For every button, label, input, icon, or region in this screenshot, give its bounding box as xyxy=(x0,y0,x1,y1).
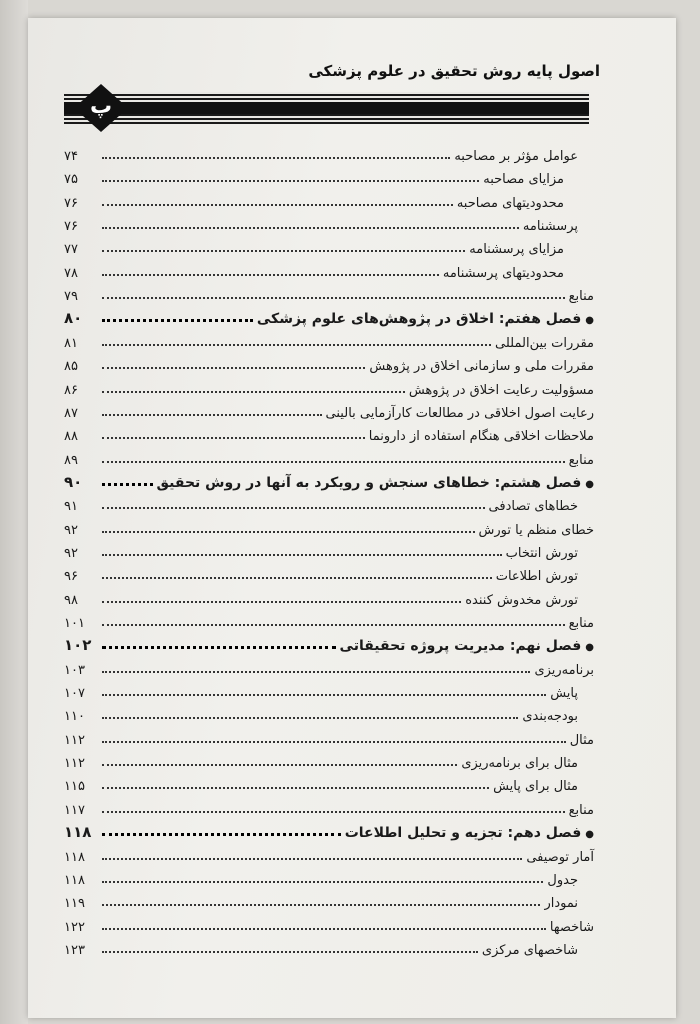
dot-leader xyxy=(102,391,405,393)
toc-page-number: ۱۰۲ xyxy=(64,636,92,655)
toc-chapter-row xyxy=(64,815,594,841)
toc-row xyxy=(64,909,594,935)
dot-leader xyxy=(102,227,519,229)
toc-page-number: ۷۵ xyxy=(64,172,78,188)
toc-row xyxy=(64,535,594,561)
toc-entry-text: جدول xyxy=(547,872,578,888)
dot-leader xyxy=(102,787,489,789)
toc-page-number: ۱۱۵ xyxy=(64,779,85,795)
bullet-icon: ● xyxy=(585,315,594,327)
toc-row xyxy=(64,675,594,701)
toc-row xyxy=(64,932,594,958)
toc-row xyxy=(64,418,594,444)
running-title: اصول پایه روش تحقیق در علوم پزشکی xyxy=(308,62,600,80)
dot-leader xyxy=(102,250,465,252)
toc-page-number: ۹۶ xyxy=(64,569,78,585)
toc-chapter-row xyxy=(64,465,594,491)
toc-page-number: ۷۴ xyxy=(64,149,78,164)
toc-entry-text: تورش مخدوش کننده xyxy=(465,592,578,608)
dot-leader xyxy=(102,858,522,860)
toc-page-number: ۹۸ xyxy=(64,592,78,608)
toc-page-number: ۱۱۹ xyxy=(64,896,85,912)
dot-leader xyxy=(102,437,365,439)
toc-page-number: ۹۱ xyxy=(64,499,78,515)
toc-entry-text: فصل نهم: مدیریت پروژه تحقیقاتی xyxy=(339,638,582,655)
toc-entry-text: پرسشنامه xyxy=(522,219,578,235)
toc-page-number: ۱۱۰ xyxy=(64,709,85,725)
toc-page-number: ۹۲ xyxy=(64,522,78,538)
toc-entry-text: رعایت اصول اخلاقی در مطالعات کارآزمایی بالینی xyxy=(325,405,594,421)
dot-leader xyxy=(102,319,253,322)
toc-page-number: ۸۱ xyxy=(64,335,78,351)
toc-row xyxy=(64,208,594,234)
dot-leader xyxy=(102,601,461,603)
header-rule-band xyxy=(64,102,589,114)
toc-chapter-row xyxy=(64,301,594,327)
dot-leader xyxy=(102,180,479,182)
toc-page-number: ۱۰۷ xyxy=(64,686,85,702)
toc-page-number: ۸۷ xyxy=(64,405,78,421)
toc-entry-text: نمودار xyxy=(544,896,578,912)
toc-entry-text: مسؤولیت رعایت اخلاق در پژوهش xyxy=(408,382,594,398)
toc-row xyxy=(64,255,594,281)
toc-page-number: ۱۱۲ xyxy=(64,732,85,748)
toc-row xyxy=(64,185,594,211)
dot-leader xyxy=(102,367,365,369)
dot-leader xyxy=(102,928,546,930)
bullet-icon: ● xyxy=(585,829,594,841)
toc-entry-text: برنامه‌ریزی xyxy=(534,662,594,678)
toc-page-number: ۱۲۲ xyxy=(64,919,85,935)
toc-entry-text: محدودیتهای مصاحبه xyxy=(456,195,564,211)
header-rule-bar xyxy=(64,90,589,126)
toc-chapter-row xyxy=(64,628,594,654)
dot-leader xyxy=(102,811,565,813)
toc-entry-text: شاخصهای مرکزی xyxy=(481,942,578,958)
toc-entry-text: مقررات ملی و سازمانی اخلاق در پژوهش xyxy=(369,359,594,375)
dot-leader xyxy=(102,507,485,509)
dot-leader xyxy=(102,531,475,533)
toc-row xyxy=(64,161,594,187)
toc-page-number: ۷۶ xyxy=(64,195,78,211)
dot-leader xyxy=(102,717,518,719)
toc-entry-text: خطای منظم یا تورش xyxy=(478,522,594,538)
book-spine-shadow xyxy=(0,0,28,1024)
toc-row xyxy=(64,488,594,514)
dot-leader xyxy=(102,764,457,766)
dot-leader xyxy=(102,554,502,556)
toc-page-number: ۷۹ xyxy=(64,289,78,305)
dot-leader xyxy=(102,741,566,743)
toc-entry-text: مزایای پرسشنامه xyxy=(469,242,564,258)
toc-row xyxy=(64,722,594,748)
toc-entry-text: محدودیتهای پرسشنامه xyxy=(442,265,564,281)
toc-entry-text: منابع xyxy=(568,452,594,468)
toc-page-number: ۸۵ xyxy=(64,359,78,375)
toc-page-number: ۷۶ xyxy=(64,219,78,235)
toc-row xyxy=(64,652,594,678)
toc-entry-text: منابع xyxy=(568,289,594,305)
toc-entry-text: عوامل مؤثر بر مصاحبه xyxy=(454,149,578,164)
toc-row xyxy=(64,278,594,304)
dot-leader xyxy=(102,671,530,673)
dot-leader xyxy=(102,881,543,883)
dot-leader xyxy=(102,414,322,416)
toc-row xyxy=(64,348,594,374)
toc-entry-text: آمار توصیفی xyxy=(526,849,594,865)
toc-row xyxy=(64,839,594,865)
dot-leader xyxy=(102,904,540,906)
dot-leader xyxy=(102,624,565,626)
toc-entry-text: مقررات بین‌المللی xyxy=(495,335,594,351)
toc-page-number: ۹۲ xyxy=(64,545,78,561)
page-letter-badge xyxy=(74,84,128,132)
toc-entry-text: فصل هفتم: اخلاق در پژوهش‌های علوم پزشکی xyxy=(256,311,582,328)
toc-entry-text: فصل هشتم: خطاهای سنجش و رویکرد به آنها در روش تحقیق xyxy=(156,474,582,491)
toc-entry-text: مثال برای پایش xyxy=(493,779,578,795)
dot-leader xyxy=(102,297,565,299)
toc-row xyxy=(64,745,594,771)
toc-page-number: ۱۱۸ xyxy=(64,823,92,842)
toc-row xyxy=(64,558,594,584)
dot-leader xyxy=(102,646,336,649)
dot-leader xyxy=(102,951,478,953)
toc-entry-text: شاخصها xyxy=(549,919,594,935)
toc-entry-text: فصل دهم: تجزیه و تحلیل اطلاعات xyxy=(344,825,582,842)
toc-entry-text: مثال برای برنامه‌ریزی xyxy=(461,756,578,772)
toc-entry-text: تورش انتخاب xyxy=(505,545,578,561)
toc-row xyxy=(64,372,594,398)
dot-leader xyxy=(102,461,565,463)
toc-page-number: ۸۸ xyxy=(64,429,78,445)
page-letter: پ xyxy=(89,94,113,119)
toc-page-number: ۱۰۳ xyxy=(64,662,85,678)
toc-row xyxy=(64,792,594,818)
dot-leader xyxy=(102,204,453,206)
toc-entry-title xyxy=(482,943,594,958)
toc-page-number: ۸۰ xyxy=(64,309,83,328)
toc-row xyxy=(64,512,594,538)
toc-row xyxy=(64,582,594,608)
toc-row xyxy=(64,231,594,257)
toc-page-number: ۱۰۱ xyxy=(64,616,85,631)
dot-leader xyxy=(102,577,492,579)
toc-row xyxy=(64,862,594,888)
toc-entry-text: منابع xyxy=(568,616,594,631)
toc-entry-text: پایش xyxy=(550,686,578,702)
toc-page-number: ۱۱۸ xyxy=(64,872,85,888)
toc-page-number: ۸۹ xyxy=(64,452,78,468)
toc-page-number: ۱۱۷ xyxy=(64,802,85,818)
toc-page-number: ۱۱۸ xyxy=(64,849,85,865)
toc-row xyxy=(64,325,594,351)
dot-leader xyxy=(102,344,491,346)
toc-row xyxy=(64,768,594,794)
toc-entry-text: مثال xyxy=(569,732,594,748)
toc-page-number: ۸۶ xyxy=(64,382,78,398)
toc-entry-text: منابع xyxy=(568,802,594,818)
toc-row xyxy=(64,442,594,468)
toc-entry-text: بودجه‌بندی xyxy=(522,709,578,725)
bullet-icon: ● xyxy=(585,478,594,490)
toc-row xyxy=(64,138,594,164)
toc-row xyxy=(64,605,594,631)
toc-entry-text: مزایای مصاحبه xyxy=(483,172,564,188)
dot-leader xyxy=(102,694,546,696)
toc-row xyxy=(64,395,594,421)
toc-page-number: ۷۸ xyxy=(64,265,78,281)
bullet-icon: ● xyxy=(585,642,594,654)
toc-row xyxy=(64,885,594,911)
toc-page-number: ۱۲۳ xyxy=(64,942,85,958)
toc-entry-text: خطاهای تصادفی xyxy=(488,499,578,515)
toc-entry-text: ملاحظات اخلاقی هنگام استفاده از دارونما xyxy=(368,429,594,445)
dot-leader xyxy=(102,483,153,486)
toc-page-number: ۷۷ xyxy=(64,242,78,258)
toc-page-number: ۹۰ xyxy=(64,472,83,491)
dot-leader xyxy=(102,157,450,159)
toc-entry-text: تورش اطلاعات xyxy=(495,569,578,585)
toc-row xyxy=(64,698,594,724)
toc-page-number: ۱۱۲ xyxy=(64,756,85,772)
dot-leader xyxy=(102,833,341,836)
dot-leader xyxy=(102,274,439,276)
